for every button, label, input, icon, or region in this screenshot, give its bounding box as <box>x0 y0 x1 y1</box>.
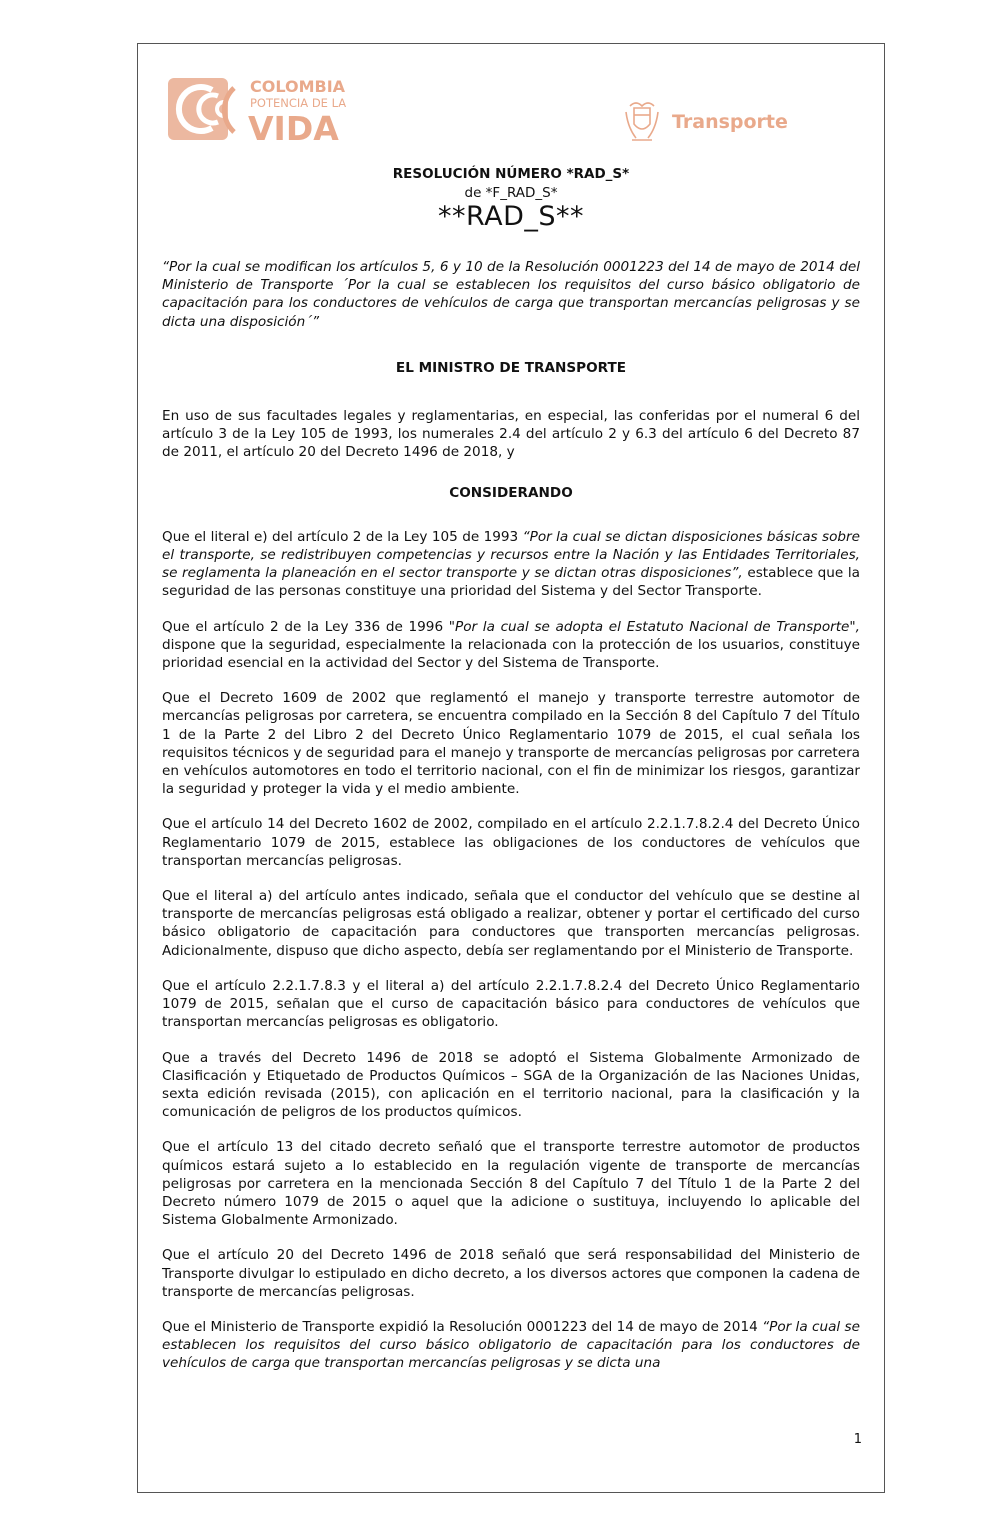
considering-paragraph-2: Que el artículo 2 de la Ley 336 de 1996 "Por la cual se adopta el Estatuto Nacional de Transporte", dispone que la seguridad, especialmente la relacionada con la protección de los usuarios, constituye prioridad esencial en la actividad del Sector y del Sistema de Transporte. <box>162 618 860 672</box>
considering-heading: CONSIDERANDO <box>449 484 573 501</box>
considering-paragraph-9: Que el artículo 20 del Decreto 1496 de 2018 señaló que será responsabilidad del Ministerio de Transporte divulgar lo estipulado en dicho decreto, a los diversos actores que componen la cadena de transporte de mercancías peligrosas. <box>162 1247 860 1300</box>
resolution-number: RESOLUCIÓN NÚMERO *RAD_S* <box>392 166 630 182</box>
resolution-date: de *F_RAD_S* <box>464 185 558 201</box>
transporte-logo <box>624 98 794 146</box>
considering-paragraph-1: Que el literal e) del artículo 2 de la Ley 105 de 1993 “Por la cual se dictan disposiciones básicas sobre el transporte, se redistribuyen competencias y recursos entre la Nación y las Entidades Territoriales, se reglamenta la planeación en el sector transporte y se dictan otras disposiciones”, establece que la seguridad de las personas constituye una prioridad del Sistema y del Sector Transporte. <box>162 528 861 600</box>
colombia-potencia-de-la-vida-logo <box>168 72 358 146</box>
preamble: En uso de sus facultades legales y reglamentarias, en especial, las conferidas por el numeral 6 del artículo 3 de la Ley 105 de 1993, los numerales 2.4 del artículo 2 y 6.3 del artículo 6 del Decreto 87 de 2011, el artículo 20 del Decreto 1496 de 2018, y <box>162 408 860 461</box>
transporte-label: Transporte <box>672 111 788 133</box>
document-body <box>162 258 860 1390</box>
rad-code: **RAD_S** <box>437 201 585 232</box>
authority-heading: EL MINISTRO DE TRANSPORTE <box>395 359 627 376</box>
logo-line3: VIDA <box>248 109 339 146</box>
logo-line2: POTENCIA DE LA <box>250 96 347 110</box>
considering-paragraph-5: Que el literal a) del artículo antes indicado, señala que el conductor del vehículo que se destine al transporte de mercancías peligrosas está obligado a realizar, obtener y portar el certificado del curso básico obligatorio de capacitación para conductores que transporten mercancías peligrosas. Adicionalmente, dispuso que dicho aspecto, debía ser reglamentando por el Ministerio de Transporte. <box>162 888 860 959</box>
considering-paragraph-6: Que el artículo 2.2.1.7.8.3 y el literal a) del artículo 2.2.1.7.8.2.4 del Decreto Único Reglamentario 1079 de 2015, señalan que el curso de capacitación básico para conductores de vehículos que transportan mercancías peligrosas es obligatorio. <box>162 977 860 1031</box>
considering-paragraph-3: Que el Decreto 1609 de 2002 que reglamentó el manejo y transporte terrestre automotor de mercancías peligrosas por carretera, se encuentra compilado en la Sección 8 del Capítulo 7 del Título 1 de la Parte 2 del Libro 2 del Decreto Único Reglamentario 1079 de 2015, el cual señala los requisitos técnicos y de seguridad para el manejo y transporte de mercancías peligrosas por carretera en vehículos automotores en todo el territorio nacional, con el fin de minimizar los riesgos, garantizar la seguridad y proteger la vida y el medio ambiente. <box>162 690 860 798</box>
page-number: 1 <box>853 1432 862 1447</box>
considering-paragraph-4: Que el artículo 14 del Decreto 1602 de 2002, compilado en el artículo 2.2.1.7.8.2.4 del Decreto Único Reglamentario 1079 de 2015, establece las obligaciones de los conductores de vehículos que transportan mercancías peligrosas. <box>162 816 860 869</box>
considering-paragraph-8: Que el artículo 13 del citado decreto señaló que el transporte terrestre automotor de productos químicos estará sujeto a lo establecido en la regulación vigente de transporte de mercancías peligrosas por carretera en la mencionada Sección 8 del Capítulo 7 del Título 1 de la Parte 2 del Decreto número 1079 de 2015 o aquel que la adicione o sustituya, incluyendo lo aplicable del Sistema Globalmente Armonizado. <box>162 1139 860 1229</box>
resolution-subject: “Por la cual se modifican los artículos 5, 6 y 10 de la Resolución 0001223 del 14 de mayo de 2014 del Ministerio de Transporte ´Por la cual se establecen los requisitos del curso básico obligatorio de capacitación para los conductores de vehículos de carga que transportan mercancías peligrosas y se dicta una disposición´” <box>162 259 860 330</box>
considering-paragraph-7: Que a través del Decreto 1496 de 2018 se adoptó el Sistema Globalmente Armonizado de Clasificación y Etiquetado de Productos Químicos – SGA de la Organización de las Naciones Unidas, sexta edición revisada (2015), con aplicación en el territorio nacional, para la clasificación y la comunicación de peligros de los productos químicos. <box>162 1049 860 1121</box>
logo-line1: COLOMBIA <box>250 77 346 96</box>
considering-paragraph-10: Que el Ministerio de Transporte expidió la Resolución 0001223 del 14 de mayo de 2014 “Por la cual se establecen los requisitos del curso básico obligatorio de capacitación para los conductores de vehículos de carga que transportan mercancías peligrosas y se dicta una <box>162 1318 860 1372</box>
coat-of-arms-icon <box>626 103 658 140</box>
